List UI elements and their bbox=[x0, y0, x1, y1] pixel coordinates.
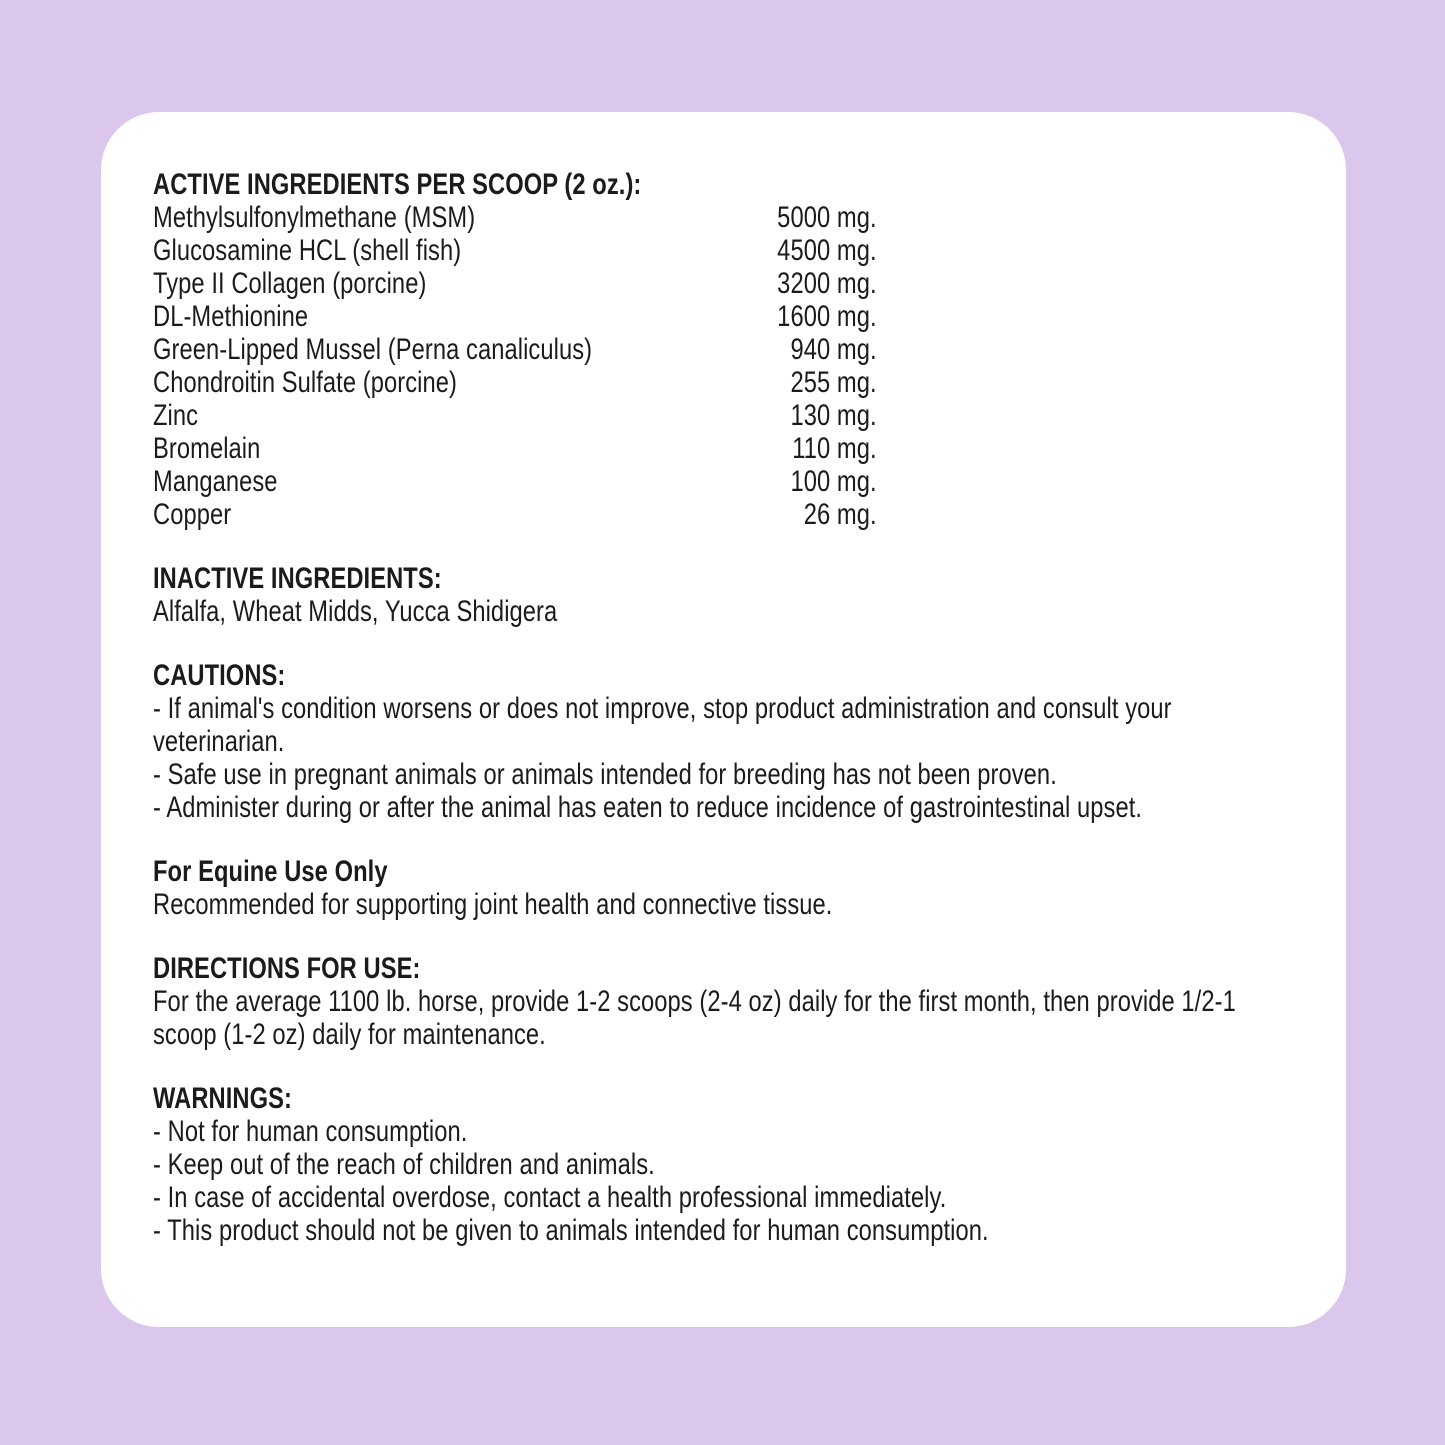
warnings-heading: WARNINGS: bbox=[153, 1082, 292, 1115]
warning-item: - Not for human consumption. bbox=[153, 1115, 468, 1148]
ingredient-name: Manganese bbox=[153, 465, 278, 498]
cautions-heading: CAUTIONS: bbox=[153, 659, 286, 692]
ingredient-row bbox=[153, 498, 877, 531]
ingredient-row bbox=[153, 267, 877, 300]
ingredient-amount: 100 mg. bbox=[790, 465, 877, 498]
directions-section bbox=[153, 952, 1292, 1051]
equine-use-text: Recommended for supporting joint health and connective tissue. bbox=[153, 888, 833, 921]
inactive-ingredients-section bbox=[153, 562, 1292, 628]
ingredient-row bbox=[153, 432, 877, 465]
ingredient-name: Type II Collagen (porcine) bbox=[153, 267, 427, 300]
directions-text: For the average 1100 lb. horse, provide 1-2 scoops (2-4 oz) daily for the first month, then provide 1/2-1 scoop (1-2 oz) daily for maintenance. bbox=[153, 985, 1236, 1051]
ingredient-row bbox=[153, 300, 877, 333]
label-content bbox=[153, 168, 1292, 1247]
warning-item: - In case of accidental overdose, contact a health professional immediately. bbox=[153, 1181, 947, 1214]
ingredient-row bbox=[153, 333, 877, 366]
ingredient-row bbox=[153, 399, 877, 432]
ingredient-name: Glucosamine HCL (shell fish) bbox=[153, 234, 462, 267]
ingredient-row bbox=[153, 366, 877, 399]
active-ingredients-heading: ACTIVE INGREDIENTS PER SCOOP (2 oz.): bbox=[153, 168, 642, 201]
ingredient-name: Green-Lipped Mussel (Perna canaliculus) bbox=[153, 333, 593, 366]
ingredient-amount: 3200 mg. bbox=[777, 267, 877, 300]
ingredient-amount: 4500 mg. bbox=[777, 234, 877, 267]
active-ingredients-table bbox=[153, 201, 877, 531]
ingredient-row bbox=[153, 234, 877, 267]
ingredient-amount: 255 mg. bbox=[790, 366, 877, 399]
directions-heading: DIRECTIONS FOR USE: bbox=[153, 952, 421, 985]
ingredient-amount: 1600 mg. bbox=[777, 300, 877, 333]
ingredient-name: Methylsulfonylmethane (MSM) bbox=[153, 201, 476, 234]
ingredient-name: Chondroitin Sulfate (porcine) bbox=[153, 366, 457, 399]
ingredient-amount: 940 mg. bbox=[790, 333, 877, 366]
cautions-section bbox=[153, 659, 1292, 824]
active-ingredients-section bbox=[153, 168, 1292, 531]
ingredient-amount: 5000 mg. bbox=[777, 201, 877, 234]
ingredient-name: Zinc bbox=[153, 399, 199, 432]
warnings-section bbox=[153, 1082, 1292, 1247]
caution-item: - If animal's condition worsens or does not improve, stop product administration and consult your veterinarian. bbox=[153, 692, 1172, 758]
warning-item: - This product should not be given to animals intended for human consumption. bbox=[153, 1214, 989, 1247]
ingredient-row bbox=[153, 465, 877, 498]
product-label-card bbox=[101, 112, 1346, 1327]
inactive-ingredients-text: Alfalfa, Wheat Midds, Yucca Shidigera bbox=[153, 595, 558, 628]
ingredient-amount: 26 mg. bbox=[803, 498, 877, 531]
inactive-ingredients-heading: INACTIVE INGREDIENTS: bbox=[153, 562, 442, 595]
ingredient-row bbox=[153, 201, 877, 234]
equine-use-section bbox=[153, 855, 1292, 921]
ingredient-amount: 110 mg. bbox=[792, 432, 877, 465]
ingredient-amount: 130 mg. bbox=[790, 399, 877, 432]
caution-item: - Administer during or after the animal has eaten to reduce incidence of gastrointestinal upset. bbox=[153, 791, 1143, 824]
equine-use-heading: For Equine Use Only bbox=[153, 855, 388, 888]
warning-item: - Keep out of the reach of children and animals. bbox=[153, 1148, 655, 1181]
ingredient-name: Copper bbox=[153, 498, 232, 531]
ingredient-name: Bromelain bbox=[153, 432, 261, 465]
ingredient-name: DL-Methionine bbox=[153, 300, 309, 333]
caution-item: - Safe use in pregnant animals or animals intended for breeding has not been proven. bbox=[153, 758, 1057, 791]
